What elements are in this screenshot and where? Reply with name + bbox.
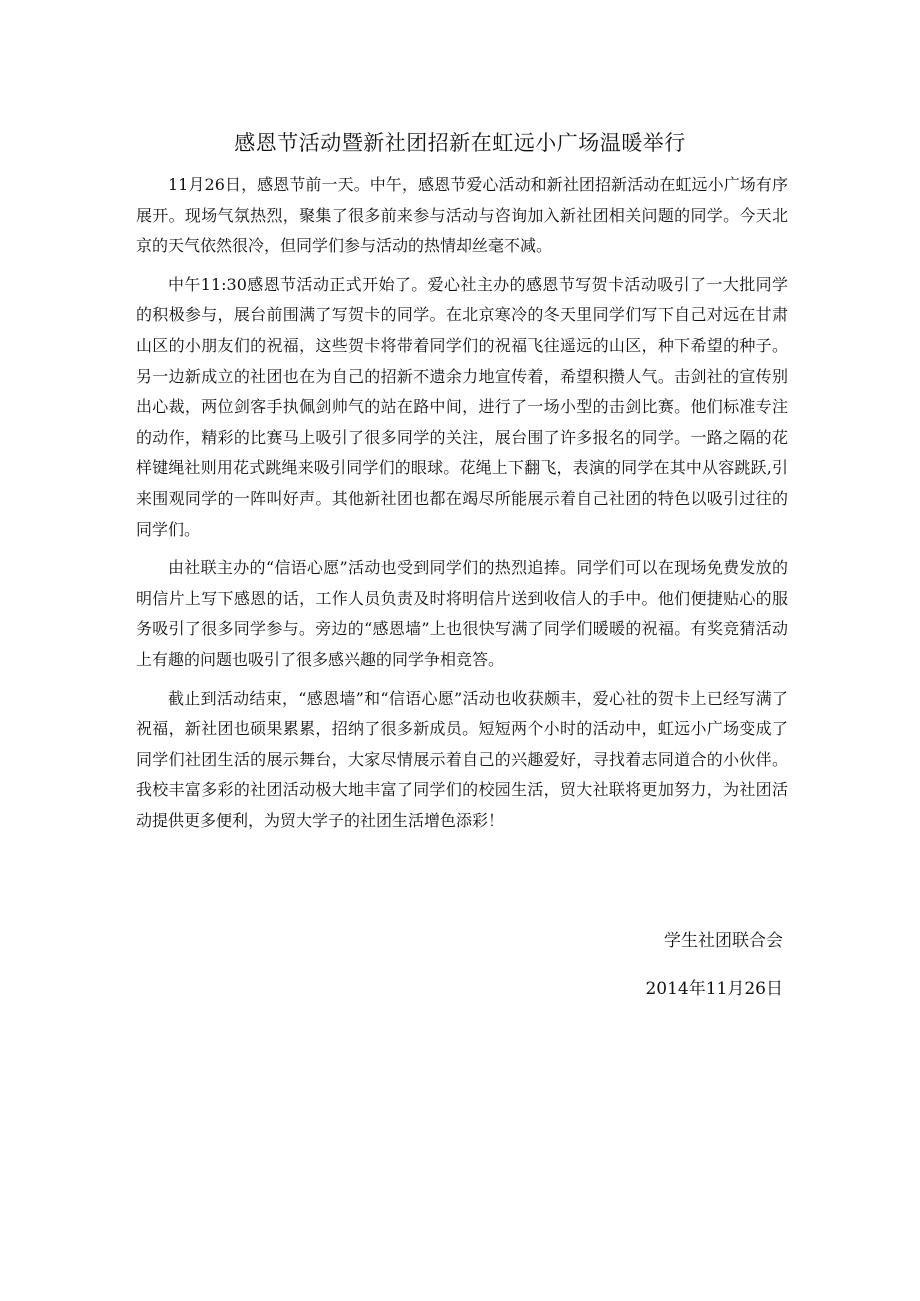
paragraph-4: 截止到活动结束，“感恩墙”和“信语心愿”活动也收获颇丰，爱心社的贺卡上已经写满了祝福，新社团也硕果累累，招纳了很多新成员。短短两个小时的活动中，虹远小广场变成了同学们社团生活的展示舞台，大家尽情展示着自己的兴趣爱好，寻找着志同道合的小伙伴。我校丰富多彩的社团活动极大地丰富了同学们的校园生活，贸大社联将更加努力，为社团活动提供更多便利，为贸大学子的社团生活增色添彩！	[136, 688, 788, 830]
article-title: 感恩节活动暨新社团招新在虹远小广场温暖举行	[234, 131, 686, 155]
paragraph-1: 11月26日，感恩节前一天。中午，感恩节爱心活动和新社团招新活动在虹远小广场有序展开。现场气氛热烈，聚集了很多前来参与活动与咨询加入新社团相关问题的同学。今天北京的天气依然很冷，但同学们参与活动的热情却丝毫不减。	[136, 175, 788, 256]
signature-organization: 学生社团联合会	[664, 931, 783, 951]
signature-date: 2014年11月26日	[645, 979, 783, 999]
paragraph-3: 由社联主办的“信语心愿”活动也受到同学们的热烈追捧。同学们可以在现场免费发放的明信片上写下感恩的话，工作人员负责及时将明信片送到收信人的手中。他们便捷贴心的服务吸引了很多同学参与。旁边的“感恩墙”上也很快写满了同学们暖暖的祝福。有奖竞猜活动上有趣的问题也吸引了很多感兴趣的同学争相竞答。	[136, 558, 788, 669]
article-body	[136, 170, 788, 844]
paragraph-2: 中午11:30感恩节活动正式开始了。爱心社主办的感恩节写贺卡活动吸引了一大批同学的积极参与，展台前围满了写贺卡的同学。在北京寒冷的冬天里同学们写下自己对远在甘肃山区的小朋友们的祝福，这些贺卡将带着同学们的祝福飞往遥远的山区，种下希望的种子。另一边新成立的社团也在为自己的招新不遗余力地宣传着，希望积攒人气。击剑社的宣传别出心裁，两位剑客手执佩剑帅气的站在路中间，进行了一场小型的击剑比赛。他们标准专注的动作，精彩的比赛马上吸引了很多同学的关注，展台围了许多报名的同学。一路之隔的花样键绳社则用花式跳绳来吸引同学们的眼球。花绳上下翻飞，表演的同学在其中从容跳跃,引来围观同学的一阵叫好声。其他新社团也都在竭尽所能展示着自己社团的特色以吸引过往的同学们。	[136, 274, 788, 539]
